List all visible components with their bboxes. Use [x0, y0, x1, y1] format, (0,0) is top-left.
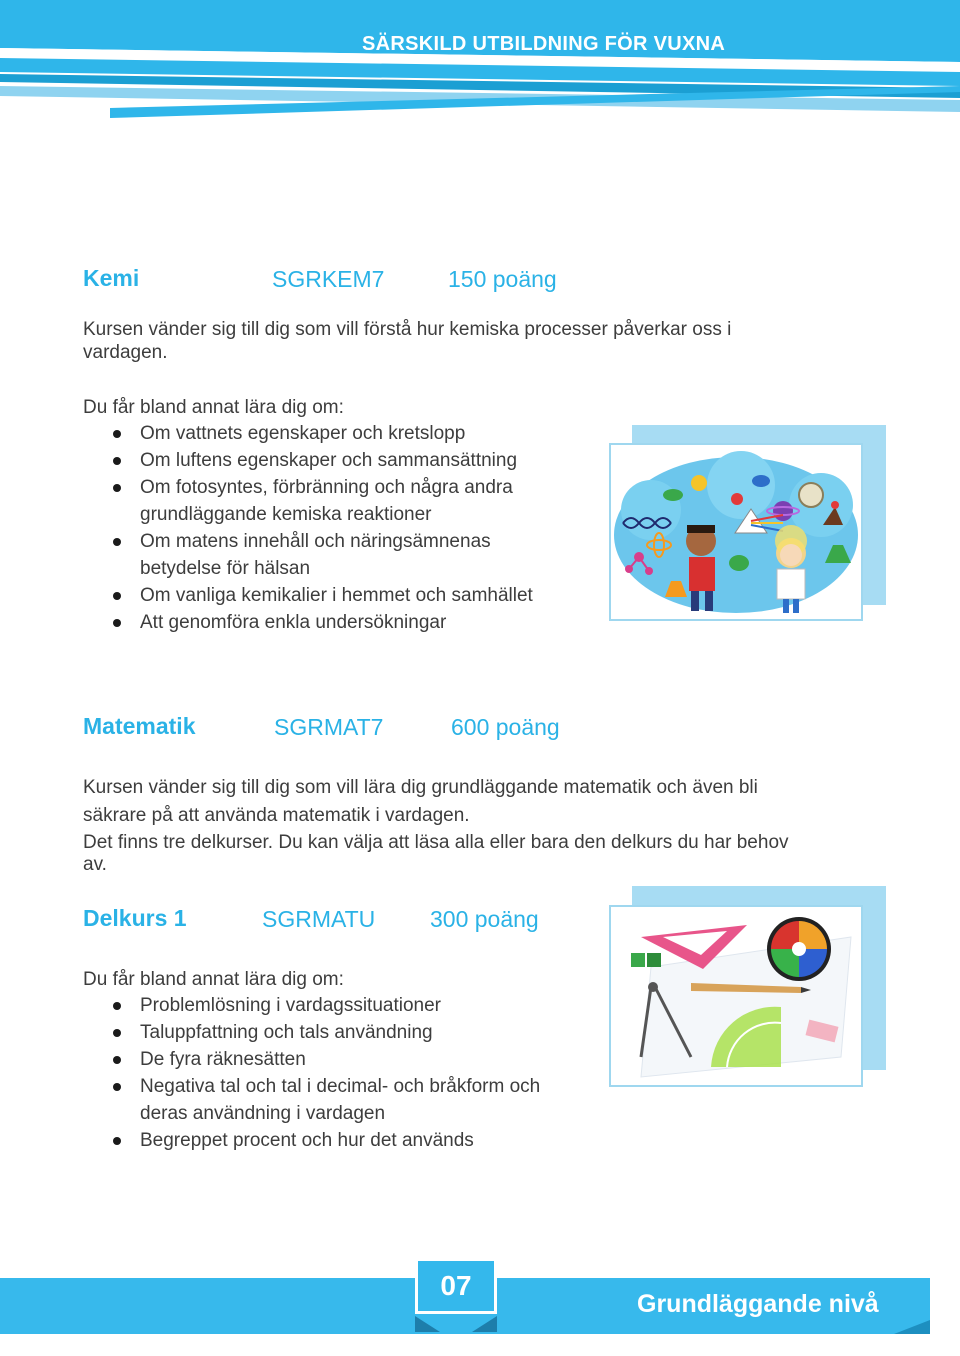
kemi-course-points: 150 poäng — [448, 266, 557, 292]
list-item: Begreppet procent och hur det används — [83, 1127, 603, 1154]
list-item: Om vattnets egenskaper och kretslopp — [83, 420, 603, 447]
delkurs1-learn-intro: Du får bland annat lära dig om: — [83, 969, 344, 990]
delkurs1-course-code: SGRMATU — [262, 906, 376, 932]
kemi-course-code: SGRKEM7 — [272, 266, 385, 292]
matematik-intro-line-4: av. — [83, 854, 107, 875]
list-item-continuation: deras användning i vardagen — [140, 1103, 386, 1124]
matematik-intro-line-2: säkrare på att använda matematik i vardagen. — [83, 805, 470, 826]
list-item-continuation: grundläggande kemiska reaktioner — [140, 504, 432, 525]
math-tools-illustration-icon — [611, 907, 861, 1085]
list-item-continuation: betydelse för hälsan — [140, 558, 311, 579]
kemi-learn-intro: Du får bland annat lära dig om: — [83, 397, 344, 418]
footer-section-label: Grundläggande nivå — [637, 1290, 879, 1318]
list-item: Om matens innehåll och näringsämnenas — [83, 528, 603, 555]
science-illustration-icon — [611, 445, 861, 619]
matematik-intro-line-3: Det finns tre delkurser. Du kan välja att läsa alla eller bara den delkurs du har behov — [83, 832, 789, 853]
delkurs1-course-points: 300 poäng — [430, 906, 539, 932]
list-item: De fyra räknesätten — [83, 1046, 603, 1073]
list-item: Om vanliga kemikalier i hemmet och samhället — [83, 582, 603, 609]
matematik-course-code: SGRMAT7 — [274, 714, 384, 740]
matematik-course-points: 600 poäng — [451, 714, 560, 740]
list-item: Negativa tal och tal i decimal- och bråkform och — [83, 1073, 603, 1100]
delkurs1-bullet-list — [83, 992, 603, 1154]
list-item: Taluppfattning och tals användning — [83, 1019, 603, 1046]
delkurs1-heading — [83, 905, 187, 932]
matematik-heading — [83, 713, 195, 740]
kemi-heading — [83, 265, 139, 292]
list-item: Att genomföra enkla undersökningar — [83, 609, 603, 636]
kemi-course-name: Kemi — [83, 265, 140, 291]
list-item: Problemlösning i vardagssituationer — [83, 992, 603, 1019]
header-banner — [0, 0, 960, 130]
kemi-intro-line-2: vardagen. — [83, 342, 168, 363]
list-item: Om fotosyntes, förbränning och några andra — [83, 474, 603, 501]
matematik-intro-line-1: Kursen vänder sig till dig som vill lära dig grundläggande matematik och även bli — [83, 777, 758, 798]
header-title: SÄRSKILD UTBILDNING FÖR VUXNA — [362, 33, 726, 55]
matematik-course-name: Matematik — [83, 713, 196, 739]
math-image-frame — [609, 905, 863, 1087]
kemi-image-frame — [609, 443, 863, 621]
page-number: 07 — [415, 1258, 497, 1314]
delkurs1-course-name: Delkurs 1 — [83, 905, 187, 931]
kemi-intro-line-1: Kursen vänder sig till dig som vill förstå hur kemiska processer påverkar oss i — [83, 319, 732, 340]
kemi-bullet-list — [83, 420, 603, 636]
list-item: Om luftens egenskaper och sammansättning — [83, 447, 603, 474]
